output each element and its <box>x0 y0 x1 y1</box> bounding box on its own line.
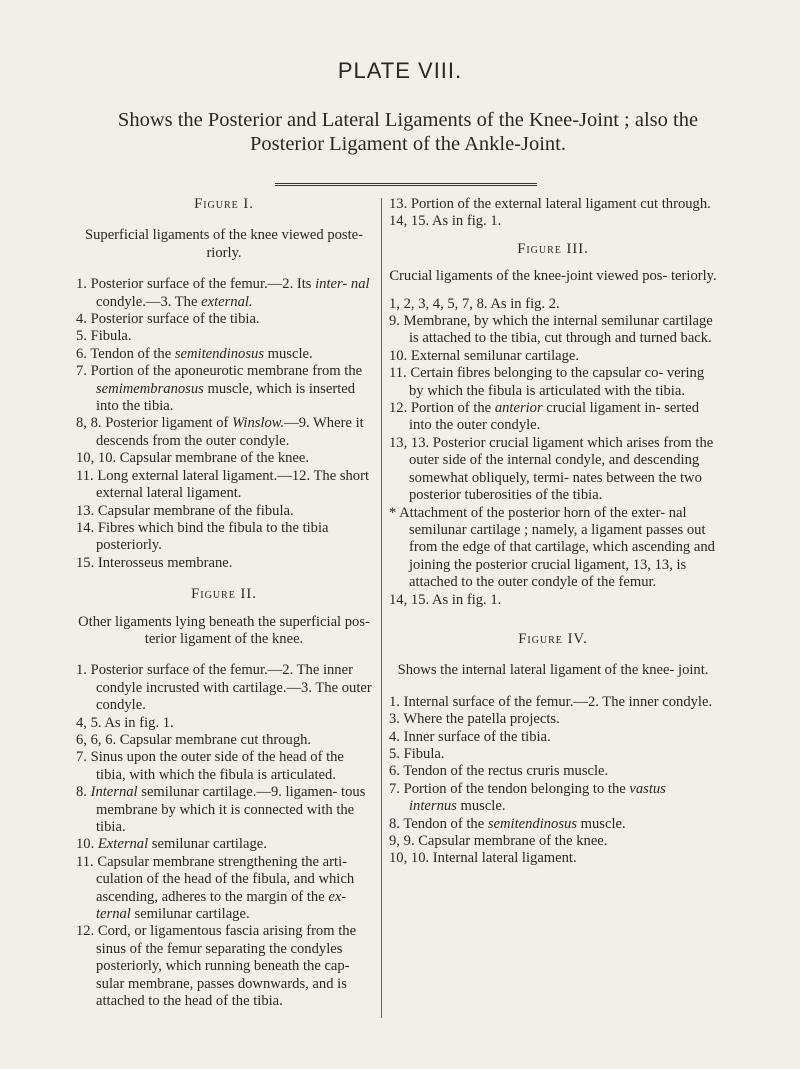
figure-1-item-10: 10, 10. Capsular membrane of the knee. <box>76 450 310 467</box>
plate-title: PLATE VIII. <box>337 58 463 83</box>
figure-1-item-4: 4. Posterior surface of the tibia. <box>76 311 260 328</box>
figure-4-item-1: 1. Internal surface of the femur.—2. The inner condyle. <box>389 693 713 710</box>
plate-subtitle <box>78 108 738 156</box>
figure-3-description: Crucial ligaments of the knee-joint viewed pos- teriorly. <box>389 268 717 285</box>
figure-3-heading: Figure III. <box>517 240 589 257</box>
right-column <box>389 196 717 868</box>
figure-3-item-13: 13, 13. Posterior crucial ligament which arises from the outer side of the internal condyle, and descending somewhat obliquely, termi- nates between the two posterior tuberosities of the tibia. <box>389 434 714 504</box>
figure-4-item-6: 6. Tendon of the rectus cruris muscle. <box>389 763 609 780</box>
figure-3-item-11: 11. Certain fibres belonging to the capsular co- vering by which the fibula is articulated with the tibia. <box>389 365 705 399</box>
figure-2-description: Other ligaments lying beneath the superficial pos- terior ligament of the knee. <box>78 613 370 647</box>
figure-2-item-8: 8. Internal semilunar cartilage.—9. ligamen- tous membrane by which it is connected with the tibia. <box>76 784 366 835</box>
figure-3-item-12: 12. Portion of the anterior crucial ligament in- serted into the outer condyle. <box>389 400 700 434</box>
figure-3-item-14: 14, 15. As in fig. 1. <box>389 591 502 608</box>
figure-2-item-7: 7. Sinus upon the outer side of the head of the tibia, with which the fibula is articulated. <box>76 749 344 783</box>
figure-4-item-5: 5. Fibula. <box>389 745 445 762</box>
figure-2-item-4: 4, 5. As in fig. 1. <box>76 714 174 731</box>
figure-4-item-9: 9, 9. Capsular membrane of the knee. <box>389 833 608 849</box>
figure-2-item-6: 6, 6, 6. Capsular membrane cut through. <box>76 731 312 748</box>
figure-2-heading: Figure II. <box>191 586 257 603</box>
figure-2-item-14: 14, 15. As in fig. 1. <box>389 213 502 230</box>
figure-1-item-8: 8, 8. Posterior ligament of Winslow.—9. Where it descends from the outer condyle. <box>76 415 364 449</box>
figure-1-item-13: 13. Capsular membrane of the fibula. <box>76 502 294 519</box>
figure-4-item-10: 10, 10. Internal lateral ligament. <box>389 850 577 867</box>
figure-3-item-9: 9. Membrane, by which the internal semilunar cartilage is attached to the tibia, cut through and turned back. <box>389 313 713 347</box>
subtitle-line-1: Shows the Posterior and Lateral Ligaments of the Knee-Joint ; also the <box>117 109 699 131</box>
left-column <box>76 196 372 1010</box>
figure-1-item-6: 6. Tendon of the semitendinosus muscle. <box>76 345 313 362</box>
figure-4-heading: Figure IV. <box>518 630 588 647</box>
figure-2-item-13: 13. Portion of the external lateral ligament cut through. <box>389 196 711 212</box>
figure-1-description: Superficial ligaments of the knee viewed poste- riorly. <box>84 227 363 261</box>
figure-2-item-1: 1. Posterior surface of the femur.—2. The inner condyle incrusted with cartilage.—3. The outer condyle. <box>76 662 372 714</box>
figure-4-item-4: 4. Inner surface of the tibia. <box>389 728 551 745</box>
figure-4-description: Shows the internal lateral ligament of the knee- joint. <box>397 662 709 679</box>
figure-2-item-10: 10. External semilunar cartilage. <box>76 836 267 853</box>
figure-2-item-12: 12. Cord, or ligamentous fascia arising from the sinus of the femur separating the condyles posteriorly, which running beneath the cap- sular membrane, passes downwards, and is attached to the head of the tibia. <box>76 923 357 1010</box>
figure-4-item-3: 3. Where the patella projects. <box>389 711 560 728</box>
figure-4-item-8: 8. Tendon of the semitendinosus muscle. <box>389 815 626 832</box>
column-divider <box>381 198 382 1018</box>
figure-1-item-15: 15. Interosseus membrane. <box>76 554 233 571</box>
figure-1-item-11: 11. Long external lateral ligament.—12. The short external lateral ligament. <box>76 467 370 502</box>
figure-4-item-7: 7. Portion of the tendon belonging to the vastus internus muscle. <box>389 780 666 815</box>
figure-3-item-1: 1, 2, 3, 4, 5, 7, 8. As in fig. 2. <box>389 295 560 312</box>
figure-1-item-14: 14. Fibres which bind the fibula to the tibia posteriorly. <box>76 519 329 554</box>
figure-3-item-10: 10. External semilunar cartilage. <box>389 347 580 364</box>
figure-3-item-star: * Attachment of the posterior horn of the exter- nal semilunar cartilage ; namely, a ligament passes out from the edge of that cartilage, which ascending and joining the posterior crucial ligament, 13, 13, is attached to the outer condyle of the femur. <box>389 504 715 591</box>
figure-1-item-5: 5. Fibula. <box>76 328 132 345</box>
double-rule-divider <box>275 183 537 186</box>
figure-1-heading: Figure I. <box>194 196 254 212</box>
figure-1-item-1: 1. Posterior surface of the femur.—2. Its inter- nal condyle.—3. The external. <box>76 276 370 310</box>
figure-1-item-7: 7. Portion of the aponeurotic membrane from the semimembranosus muscle, which is inserted into the tibia. <box>76 363 363 415</box>
figure-2-item-11: 11. Capsular membrane strengthening the arti- culation of the head of the fibula, and which ascending, adheres to the margin of the ex- ternal semilunar cartilage. <box>76 853 355 923</box>
subtitle-line-2: Posterior Ligament of the Ankle-Joint. <box>250 133 566 155</box>
